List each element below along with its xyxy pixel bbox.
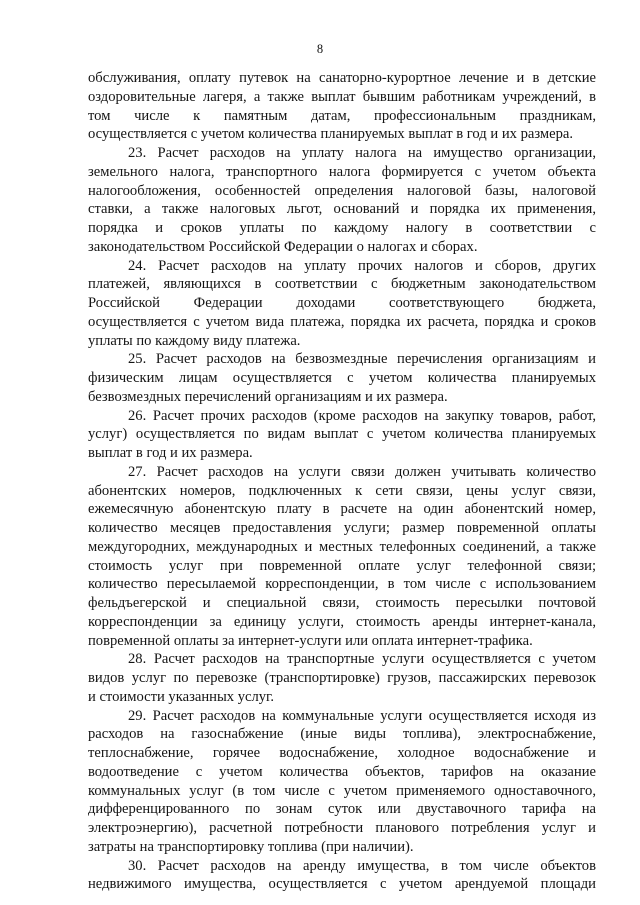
text-line: абонентских номеров, подключенных к сети связи, цены услуг связи,	[88, 482, 596, 499]
text-line: 24. Расчет расходов на уплату прочих налогов и сборов, других	[128, 257, 596, 274]
text-line: Российской Федерации доходами соответствующего бюджета,	[88, 295, 596, 311]
paragraph-p-27	[88, 463, 596, 651]
text-line: повременной оплаты за интернет-услуги или оплата интернет-трафика.	[88, 632, 533, 649]
text-line: порядка и сроков уплаты по каждому налогу в соответствии с	[88, 220, 596, 236]
text-line: 28. Расчет расходов на транспортные услуги осуществляется с учетом	[128, 651, 596, 668]
text-line: видов услуг по перевозке (транспортировке) грузов, пассажирских перевозок	[88, 670, 596, 686]
text-line: 30. Расчет расходов на аренду имущества, в том числе объектов	[128, 857, 596, 874]
text-line: законодательством Российской Федерации о налогах и сборах.	[88, 238, 478, 255]
text-line: затраты на транспортировку топлива (при наличии).	[88, 838, 414, 855]
text-line: водоотведение с учетом количества объектов, тарифов на оказание	[88, 763, 596, 780]
text-line: том числе к памятным датам, профессиональным праздникам,	[88, 107, 596, 124]
paragraph-p-26	[88, 407, 596, 463]
text-line: стоимость услуг при повременной оплате услуг телефонной связи;	[88, 557, 596, 574]
text-line: корреспонденции за единицу услуги, стоимость аренды интернет-канала,	[88, 613, 596, 630]
text-line: 27. Расчет расходов на услуги связи должен учитывать количество	[128, 463, 596, 480]
paragraph-p-25	[88, 350, 596, 406]
text-line: 29. Расчет расходов на коммунальные услуги осуществляется исходя из	[128, 707, 596, 724]
text-line: осуществляется с учетом количества планируемых выплат в год и их размера.	[88, 126, 574, 143]
paragraph-p-24	[88, 257, 596, 351]
text-line: теплоснабжение, горячее водоснабжение, холодное водоснабжение и	[88, 745, 596, 761]
text-line: междугородних, международных и местных телефонных соединений, а также	[88, 538, 596, 555]
paragraph-p-28	[88, 650, 596, 706]
text-line: 25. Расчет расходов на безвозмездные перечисления организациям и	[128, 351, 596, 368]
document-body	[88, 69, 596, 894]
text-line: 23. Расчет расходов на уплату налога на имущество организации,	[128, 145, 596, 161]
text-line: 26. Расчет прочих расходов (кроме расходов на закупку товаров, работ,	[128, 407, 596, 424]
text-line: осуществляется с учетом вида платежа, порядка их расчета, порядка и сроков	[88, 313, 596, 330]
page-number: 8	[316, 42, 324, 56]
text-line: платежей, являющихся в соответствии с бюджетным законодательством	[88, 276, 596, 293]
text-line: расходов на газоснабжение (иные виды топлива), электроснабжение,	[88, 726, 596, 743]
text-line: и стоимости указанных услуг.	[88, 688, 275, 705]
paragraph-p-29	[88, 707, 596, 857]
text-line: количество месяцев предоставления услуги; размер повременной оплаты	[88, 520, 596, 536]
text-line: коммунальных услуг (в том числе с учетом применяемого одноставочного,	[88, 782, 596, 799]
text-line: налогообложения, особенностей определения налоговой базы, налоговой	[88, 182, 596, 199]
text-line: выплат в год и их размера.	[88, 445, 253, 461]
text-line: уплаты по каждому виду платежа.	[88, 332, 301, 349]
text-line: физическим лицам осуществляется с учетом количества планируемых	[88, 370, 596, 386]
paragraph-p-30	[88, 857, 596, 895]
text-line: земельного налога, транспортного налога формируется с учетом объекта	[88, 163, 596, 180]
text-line: количество пересылаемой корреспонденции, в том числе с использованием	[88, 576, 596, 593]
text-line: недвижимого имущества, осуществляется с учетом арендуемой площади	[88, 876, 596, 893]
text-line: обслуживания, оплату путевок на санаторно-курортное лечение и в детские	[88, 70, 596, 86]
text-line: оздоровительные лагеря, а также выплат бывшим работникам учреждений, в	[88, 88, 596, 105]
text-line: ежемесячную абонентскую плату в расчете на один абонентский номер,	[88, 501, 596, 518]
paragraph-cont-22	[88, 69, 596, 144]
paragraph-p-23	[88, 144, 596, 257]
text-line: фельдъегерской и специальной связи, стоимость пересылки почтовой	[88, 595, 596, 611]
text-line: безвозмездных перечислений организациям и их размера.	[88, 388, 448, 405]
text-line: дифференцированного по зонам суток или двуставочного тарифа на	[88, 801, 596, 818]
text-line: услуг) осуществляется по видам выплат с учетом количества планируемых	[88, 426, 596, 443]
text-line: ставки, а также налоговых льгот, оснований и порядка их применения,	[88, 201, 596, 218]
text-line: электроэнергию), расчетной потребности планового потребления услуг и	[88, 820, 596, 836]
